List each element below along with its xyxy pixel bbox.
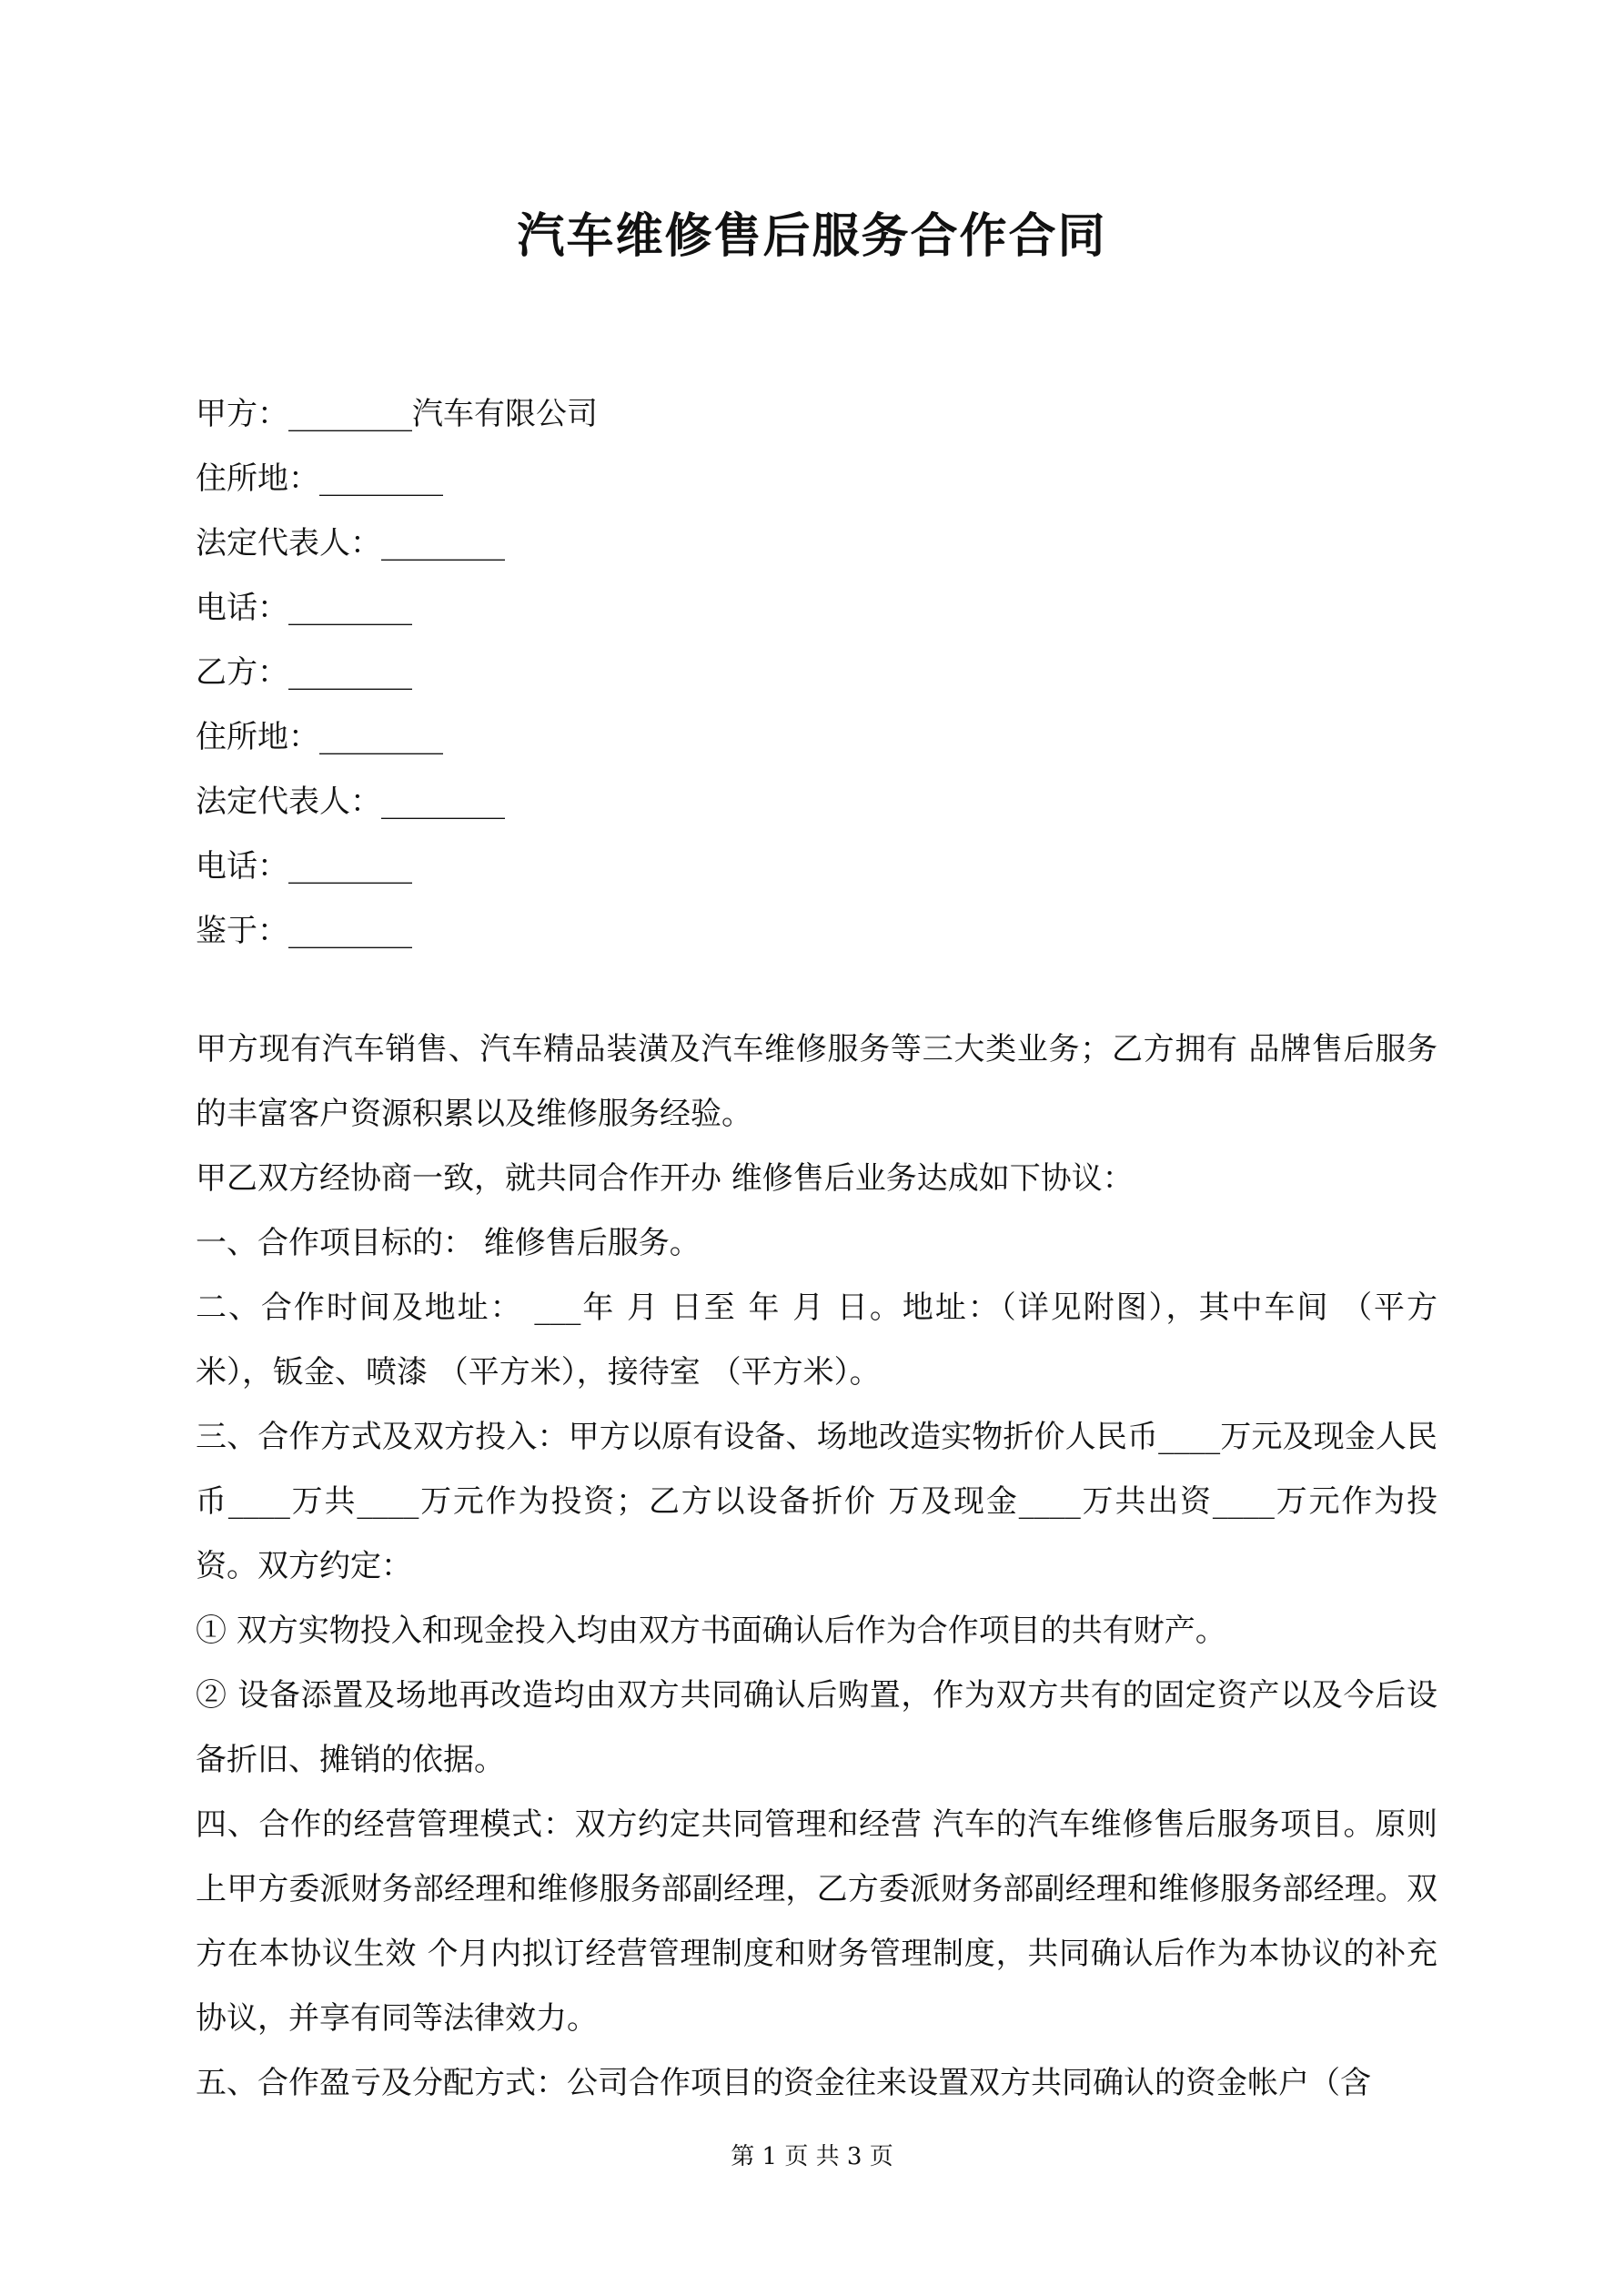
party-b-legal-rep: 法定代表人：________ [196, 784, 505, 820]
party-a-address: 住所地：________ [196, 460, 443, 497]
clause-2-time-location: 二、合作时间及地址： ___年 月 日至 年 月 日。地址：（详见附图），其中车间 （平方米），钣金、喷漆 （平方米），接待室 （平方米）。 [196, 1290, 1437, 1391]
paragraph-agreement-intro: 甲乙双方经协商一致，就共同合作开办 维修售后业务达成如下协议： [196, 1160, 1134, 1197]
party-a-phone: 电话：________ [196, 590, 412, 626]
clause-5-profit-loss: 五、合作盈亏及分配方式：公司合作项目的资金往来设置双方共同确认的资金帐户（含 [196, 2065, 1371, 2101]
document-title: 汽车维修售后服务合作合同 [517, 208, 1107, 264]
party-b-phone: 电话：________ [196, 848, 412, 885]
party-a-legal-rep: 法定代表人：________ [196, 525, 505, 561]
party-b-name: 乙方：________ [196, 654, 412, 691]
clause-1-subject: 一、合作项目标的： 维修售后服务。 [196, 1225, 701, 1261]
clause-3-item-1: ① 双方实物投入和现金投入均由双方书面确认后作为合作项目的共有财产。 [196, 1613, 1226, 1649]
contract-body [196, 1017, 1437, 2116]
whereas-line: 鉴于：________ [196, 913, 412, 949]
paragraph-background: 甲方现有汽车销售、汽车精品装潢及汽车维修服务等三大类业务；乙方拥有 品牌售后服务的丰富客户资源积累以及维修服务经验。 [196, 1031, 1437, 1132]
party-b-address: 住所地：________ [196, 719, 443, 755]
clause-3-item-2: ② 设备添置及场地再改造均由双方共同确认后购置，作为双方共有的固定资产以及今后设备折旧、摊销的依据。 [196, 1677, 1437, 1778]
page-number-footer: 第 1 页 共 3 页 [731, 2143, 893, 2170]
party-info-block [196, 382, 1433, 964]
clause-3-investment: 三、合作方式及双方投入：甲方以原有设备、场地改造实物折价人民币____万元及现金人民币____万共____万元作为投资；乙方以设备折价 万及现金____万共出资____万元作为投资。双方约定： [196, 1419, 1437, 1584]
clause-4-management: 四、合作的经营管理模式：双方约定共同管理和经营 汽车的汽车维修售后服务项目。原则上甲方委派财务部经理和维修服务部副经理，乙方委派财务部副经理和维修服务部经理。双方在本协议生效 个月内拟订经营管理制度和财务管理制度，共同确认后作为本协议的补充协议，并享有同等法律效力。 [196, 1806, 1437, 2037]
party-a-name: 甲方：________汽车有限公司 [196, 396, 598, 432]
